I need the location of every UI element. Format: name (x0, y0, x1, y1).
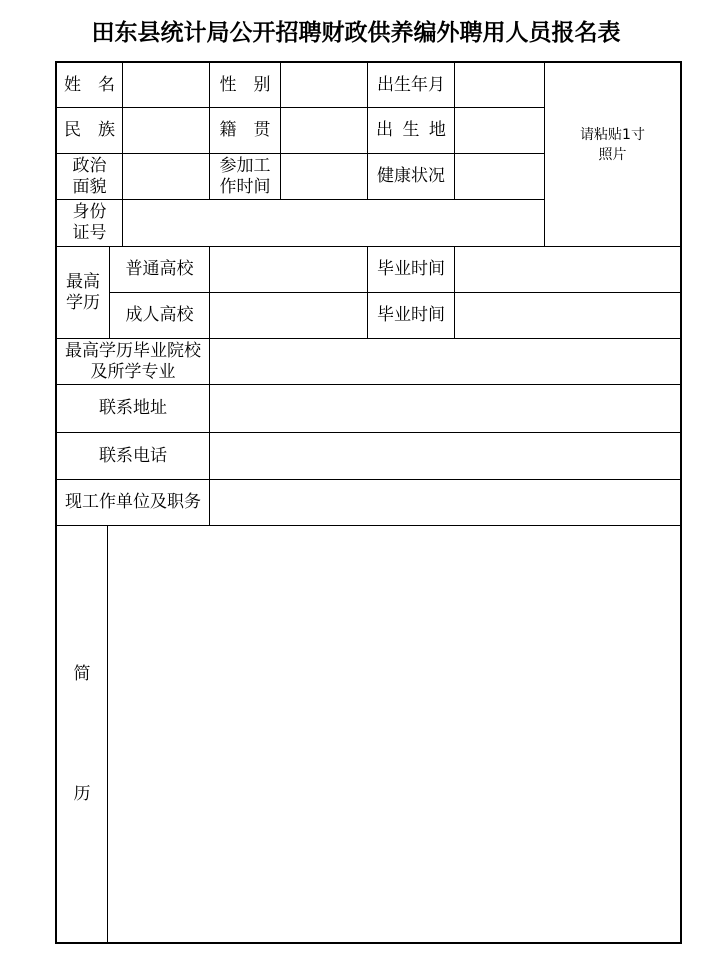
label-birthplace: 出 生 地 (376, 120, 446, 140)
phone-field[interactable] (210, 433, 680, 479)
id-label-line1: 身份 (72, 202, 107, 222)
resume-label-char1: 简 (73, 663, 91, 684)
adult-college-field[interactable] (210, 293, 367, 338)
work-start-label-line1: 参加工 (219, 155, 271, 176)
id-label-line2: 证号 (72, 223, 107, 243)
school-and-major-field[interactable] (210, 339, 680, 384)
label-graduation-time-adult: 毕业时间 (377, 305, 445, 325)
form-title: 田东县统计局公开招聘财政供养编外聘用人员报名表 (91, 19, 621, 46)
label-native-place: 籍 贯 (219, 120, 271, 140)
work-start-date-field[interactable] (281, 154, 367, 199)
registration-form-table (55, 61, 682, 944)
label-phone: 联系电话 (99, 445, 167, 466)
name-field[interactable] (123, 63, 209, 107)
school-major-label-line1: 最高学历毕业院校 (65, 340, 201, 361)
label-graduation-time-regular: 毕业时间 (377, 259, 445, 279)
resume-label-char2: 历 (73, 783, 91, 804)
political-label-line1: 政治 (72, 155, 107, 176)
native-place-field[interactable] (281, 108, 367, 153)
regular-college-field[interactable] (210, 247, 367, 292)
label-resume (57, 526, 107, 942)
label-work-start-date (210, 154, 280, 199)
label-gender: 性 别 (219, 74, 271, 95)
address-field[interactable] (210, 385, 680, 432)
health-field[interactable] (455, 154, 544, 199)
education-label-line2: 学历 (66, 292, 100, 313)
label-health: 健康状况 (377, 166, 445, 186)
ethnicity-field[interactable] (123, 108, 209, 153)
label-address: 联系地址 (99, 398, 167, 418)
education-label-line1: 最高 (66, 271, 100, 292)
label-current-employer: 现工作单位及职务 (65, 492, 201, 512)
label-id-number (57, 200, 122, 246)
label-ethnicity: 民 族 (64, 120, 115, 140)
photo-label-line2: 照片 (598, 146, 627, 163)
work-start-label-line2: 作时间 (219, 176, 271, 197)
label-political-status (57, 154, 122, 199)
current-employer-field[interactable] (210, 480, 680, 525)
birthplace-field[interactable] (455, 108, 544, 153)
political-label-line2: 面貌 (72, 176, 107, 197)
photo-placeholder[interactable] (545, 63, 680, 246)
label-birth-date: 出生年月 (377, 74, 445, 95)
school-major-label-line2: 及所学专业 (90, 361, 176, 382)
photo-label-line1: 请粘贴1寸 (580, 126, 645, 143)
label-regular-college: 普通高校 (125, 259, 194, 279)
resume-field[interactable] (108, 526, 680, 942)
label-highest-education (57, 247, 109, 338)
id-number-field[interactable] (123, 200, 544, 246)
birth-date-field[interactable] (455, 63, 544, 107)
gender-field[interactable] (281, 63, 367, 107)
label-adult-college: 成人高校 (125, 305, 194, 325)
political-status-field[interactable] (123, 154, 209, 199)
label-name: 姓 名 (64, 74, 115, 95)
label-school-and-major (57, 339, 209, 384)
graduation-time-adult-field[interactable] (455, 293, 680, 338)
graduation-time-regular-field[interactable] (455, 247, 680, 292)
